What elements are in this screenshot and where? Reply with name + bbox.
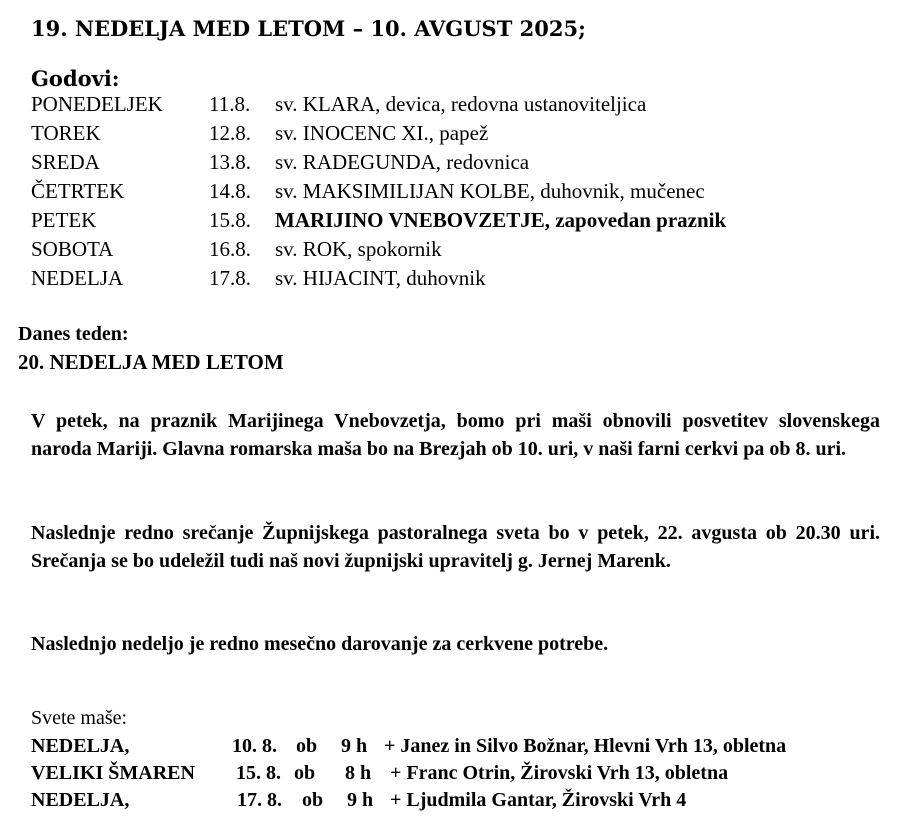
feast-row xyxy=(0,121,880,150)
feast-saint: MARIJINO VNEBOVZETJE, zapovedan praznik xyxy=(275,208,727,232)
week-label: Danes teden: xyxy=(18,323,129,345)
mass-row xyxy=(31,735,891,761)
mass-day: NEDELJA, xyxy=(31,735,130,757)
masses-heading: Svete maše: xyxy=(31,707,128,729)
feast-saint: sv. MAKSIMILIJAN KOLBE, duhovnik, mučenec xyxy=(275,179,705,203)
feast-row xyxy=(0,208,880,237)
feast-date: 14.8. xyxy=(209,179,251,203)
feast-date: 16.8. xyxy=(209,237,251,261)
feast-day: SOBOTA xyxy=(31,237,114,261)
feasts-list xyxy=(0,92,902,302)
feast-date: 11.8. xyxy=(209,92,251,116)
mass-intention: + Janez in Silvo Božnar, Hlevni Vrh 13, obletna xyxy=(384,735,787,757)
feast-saint: sv. RADEGUNDA, redovnica xyxy=(275,150,530,174)
feast-row xyxy=(0,92,880,121)
feast-row xyxy=(0,179,880,208)
mass-ob: ob xyxy=(294,762,316,784)
feast-day: TOREK xyxy=(31,121,101,145)
feast-saint: sv. HIJACINT, duhovnik xyxy=(275,266,486,290)
feast-date: 15.8. xyxy=(209,208,251,232)
feast-date: 12.8. xyxy=(209,121,251,145)
feasts-heading: Godovi: xyxy=(31,66,120,91)
mass-intention: + Franc Otrin, Žirovski Vrh 13, obletna xyxy=(390,762,729,784)
feast-day: PONEDELJEK xyxy=(31,92,163,116)
mass-intention: + Ljudmila Gantar, Žirovski Vrh 4 xyxy=(390,789,687,811)
feast-saint: sv. INOCENC XI., papež xyxy=(275,121,489,145)
feast-row xyxy=(0,150,880,179)
feast-day: ČETRTEK xyxy=(31,179,125,203)
feast-row xyxy=(0,237,880,266)
feast-saint: sv. ROK, spokornik xyxy=(275,237,442,261)
announcement-paragraph: V petek, na praznik Marijinega Vnebovzetja, bomo pri maši obnovili posvetitev slovenskega naroda Mariji. Glavna romarska maša bo na Brezjah ob 10. uri, v naši farni cerkvi pa ob 8. uri. xyxy=(31,410,880,460)
feast-day: PETEK xyxy=(31,208,97,232)
announcement-paragraph: Naslednjo nedeljo je redno mesečno darovanje za cerkvene potrebe. xyxy=(31,633,609,655)
mass-ob: ob xyxy=(296,735,318,757)
mass-row xyxy=(31,789,891,815)
announcement-paragraph: Naslednje redno srečanje Župnijskega pastoralnega sveta bo v petek, 22. avgusta ob 20.30 uri. Srečanja se bo udeležil tudi naš novi župnijski upravitelj g. Jernej Marenk. xyxy=(31,522,880,572)
mass-time: 9 h xyxy=(347,789,374,811)
mass-ob: ob xyxy=(302,789,324,811)
mass-date: 17. 8. xyxy=(237,789,282,811)
mass-row xyxy=(31,762,891,788)
feast-day: NEDELJA xyxy=(31,266,124,290)
mass-day: VELIKI ŠMAREN xyxy=(31,762,195,784)
page-title: 19. NEDELJA MED LETOM – 10. AVGUST 2025; xyxy=(31,16,586,41)
feast-date: 13.8. xyxy=(209,150,251,174)
feast-row xyxy=(0,266,880,295)
feast-date: 17.8. xyxy=(209,266,251,290)
week-title: 20. NEDELJA MED LETOM xyxy=(18,350,284,374)
mass-date: 15. 8. xyxy=(236,762,281,784)
feast-saint: sv. KLARA, devica, redovna ustanoviteljica xyxy=(275,92,647,116)
mass-day: NEDELJA, xyxy=(31,789,130,811)
mass-time: 9 h xyxy=(341,735,368,757)
mass-date: 10. 8. xyxy=(232,735,277,757)
feast-day: SREDA xyxy=(31,150,100,174)
mass-time: 8 h xyxy=(345,762,372,784)
